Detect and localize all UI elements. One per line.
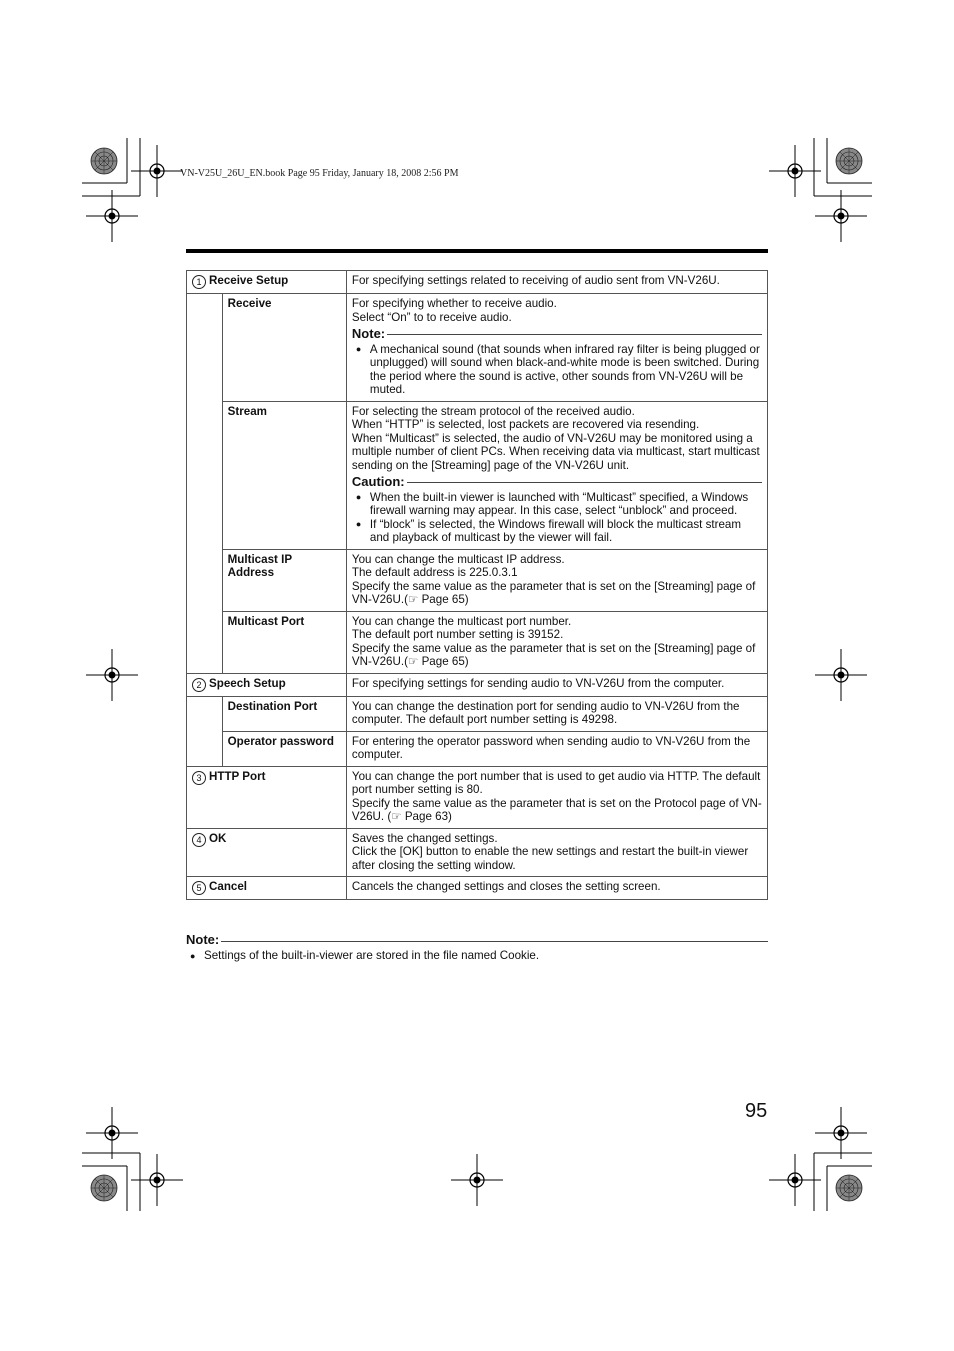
circled-number: 1 bbox=[192, 275, 206, 289]
book-page-meta: VN-V25U_26U_EN.book Page 95 Friday, January 18, 2008 2:56 PM bbox=[180, 168, 459, 179]
destination-port-label: Destination Port bbox=[222, 696, 346, 731]
list-item: ● A mechanical sound (that sounds when infrared ray filter is being plugged or unplugged) will sound when black-and-white mode is been switched. During the period where the sound is active, other sounds from VN-V26U will be muted. bbox=[352, 343, 762, 397]
multicast-port-desc: You can change the multicast port number. The default port number setting is 39152. Specify the same value as the parameter that is set on the [Streaming] page of VN-V26U.(☞ Page 65) bbox=[346, 611, 767, 673]
speech-setup-desc: For specifying settings for sending audio to VN-V26U from the computer. bbox=[346, 673, 767, 696]
table-row bbox=[187, 294, 768, 402]
multicast-ip-desc: You can change the multicast IP address. The default address is 225.0.3.1 Specify the same value as the parameter that is set on the [Streaming] page of VN-V26U.(☞ Page 65) bbox=[346, 549, 767, 611]
circled-number: 5 bbox=[192, 881, 206, 895]
circled-number: 2 bbox=[192, 678, 206, 692]
top-rule bbox=[186, 249, 768, 253]
table-row bbox=[187, 731, 768, 766]
destination-port-desc: You can change the destination port for sending audio to VN-V26U from the computer. The default port number setting is 49298. bbox=[346, 696, 767, 731]
http-port-desc: You can change the port number that is used to get audio via HTTP. The default port number setting is 80. Specify the same value as the parameter that is set on the Protocol page of VN-V26U. (☞ Page 63) bbox=[346, 766, 767, 828]
table-row bbox=[187, 673, 768, 696]
receive-desc: For specifying whether to receive audio. Select “On” to to receive audio. Note: ● A mechanical sound (that sounds when infrared ray filter is being plugged or unplugged) will sound when black-and-white mode is been switched. During the period where the sound is active, other sounds from VN-V26U will be muted. bbox=[346, 294, 767, 402]
settings-table bbox=[186, 270, 768, 900]
page-number: 95 bbox=[745, 1100, 768, 1122]
note-heading: Note: bbox=[186, 933, 768, 947]
ok-label: 4 OK bbox=[187, 828, 347, 877]
speech-setup-label: 2 Speech Setup bbox=[187, 673, 347, 696]
cancel-desc: Cancels the changed settings and closes the setting screen. bbox=[346, 877, 767, 900]
list-item: ● If “block” is selected, the Windows firewall will block the multicast stream and playback of multicast by the viewer will fail. bbox=[352, 518, 762, 545]
table-row bbox=[187, 828, 768, 877]
stream-label: Stream bbox=[222, 401, 346, 549]
table-row bbox=[187, 696, 768, 731]
receive-label: Receive bbox=[222, 294, 346, 402]
receive-setup-desc: For specifying settings related to receiving of audio sent from VN-V26U. bbox=[346, 271, 767, 294]
cancel-label: 5 Cancel bbox=[187, 877, 347, 900]
operator-password-desc: For entering the operator password when sending audio to VN-V26U from the computer. bbox=[346, 731, 767, 766]
table-row bbox=[187, 271, 768, 294]
list-item: ● When the built-in viewer is launched with “Multicast” specified, a Windows firewall warning may appear. In this case, select “unblock” and proceed. bbox=[352, 491, 762, 518]
table-row bbox=[187, 611, 768, 673]
receive-setup-label: 1 Receive Setup bbox=[187, 271, 347, 294]
table-row bbox=[187, 401, 768, 549]
circled-number: 3 bbox=[192, 771, 206, 785]
table-row bbox=[187, 766, 768, 828]
footnote bbox=[186, 930, 768, 963]
stream-desc: For selecting the stream protocol of the received audio. When “HTTP” is selected, lost packets are recovered via resending. When “Multicast” is selected, the audio of VN-V26U may be monitored using a multiple number of client PCs. When receiving data via multicast, start multicast sending on the [Streaming] page of the VN-V26U unit. Caution: ● When the built-in viewer is launched with “Multicast” specified, a Windows firewall warning may appear. In this case, select “unblock” and proceed. ● If “block” is selected, the Windows firewall will block the multicast stream and playback of multicast by the viewer will fail. bbox=[346, 401, 767, 549]
operator-password-label: Operator password bbox=[222, 731, 346, 766]
note-heading: Note: bbox=[352, 327, 762, 341]
list-item: ● Settings of the built-in-viewer are stored in the file named Cookie. bbox=[186, 949, 768, 963]
table-row bbox=[187, 549, 768, 611]
circled-number: 4 bbox=[192, 833, 206, 847]
multicast-ip-label: Multicast IP Address bbox=[222, 549, 346, 611]
caution-heading: Caution: bbox=[352, 475, 762, 489]
http-port-label: 3 HTTP Port bbox=[187, 766, 347, 828]
multicast-port-label: Multicast Port bbox=[222, 611, 346, 673]
table-row bbox=[187, 877, 768, 900]
ok-desc: Saves the changed settings. Click the [OK] button to enable the new settings and restart the built-in viewer after closing the setting window. bbox=[346, 828, 767, 877]
